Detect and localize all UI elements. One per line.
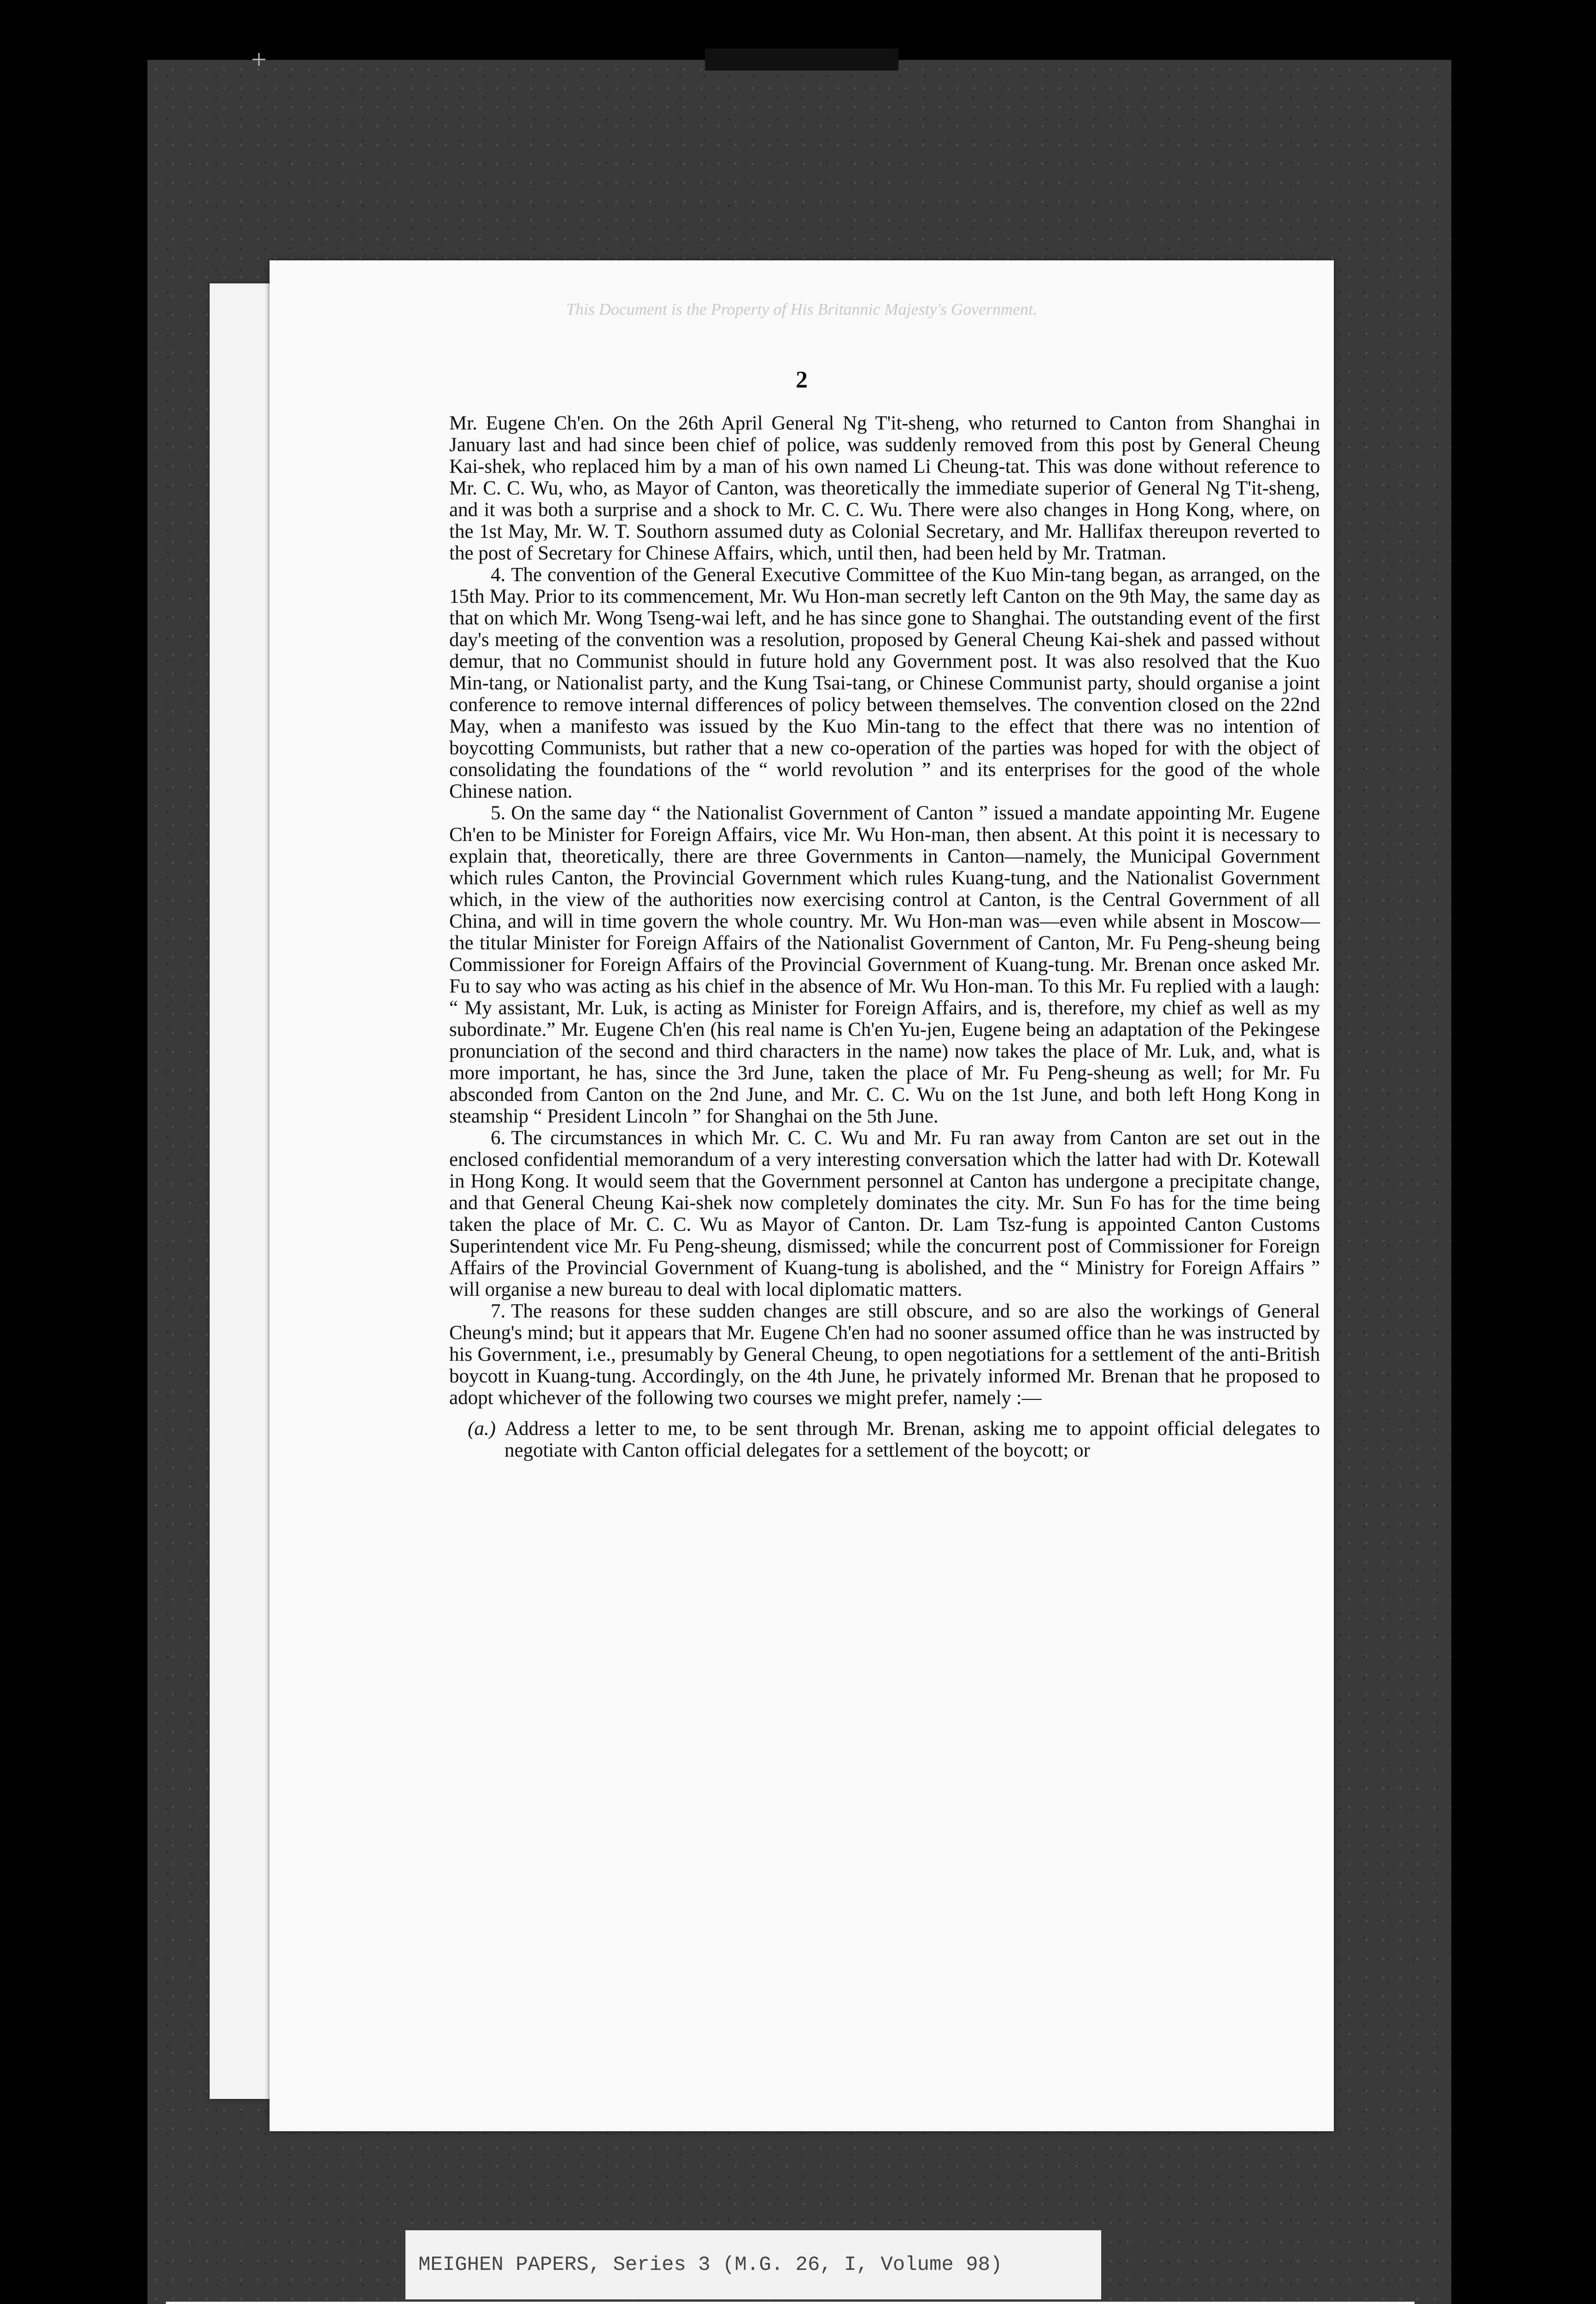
paragraph-number: 6.	[491, 1127, 506, 1149]
paragraph-number: 5.	[491, 802, 506, 824]
paragraph-5	[449, 802, 1320, 1127]
board-clip	[705, 48, 898, 71]
paragraph-text: The convention of the General Executive Committee of the Kuo Min-tang began, as arranged, on the 15th May. Prior to its commencement, Mr. Wu Hon-man secretly left Canton on the 9th May, the same day as that on which Mr. Wong Tseng-wai left, and he has since gone to Shanghai. The outstanding event of the first day's meeting of the convention was a resolution, proposed by General Cheung Kai-shek and passed without demur, that no Communist should in future hold any Government post. It was also resolved that the Kuo Min-tang, or Nationalist party, and the Kung Tsai-tang, or Chinese Communist party, should organise a joint conference to remove internal differences of policy between themselves. The convention closed on the 22nd May, when a manifesto was issued by the Kuo Min-tang to the effect that there was no intention of boycotting Communists, but rather that a new co-operation of the parties was hoped for with the object of consolidating the foundations of the “ world revolution ” and its enterprises for the good of the whole Chinese nation.	[449, 564, 1320, 802]
page-number: 2	[796, 367, 808, 393]
paragraph-4	[449, 564, 1320, 802]
paragraph-text: On the same day “ the Nationalist Government of Canton ” issued a mandate appointing Mr. Eugene Ch'en to be Minister for Foreign Affairs, vice Mr. Wu Hon-man, then absent. At this point it is necessary to explain that, theoretically, there are three Governments in Canton—namely, the Municipal Government which rules Canton, the Provincial Government which rules Kuang-tung, and the Nationalist Government which, in the view of the authorities now exercising control at Canton, is the Central Government of all China, and will in time govern the whole country. Mr. Wu Hon-man was—even while absent in Moscow—the titular Minister for Foreign Affairs of the Nationalist Government of Canton, Mr. Fu Peng-sheung being Commissioner for Foreign Affairs of the Provincial Government of Kuang-tung. Mr. Brenan once asked Mr. Fu to say who was acting as his chief in the absence of Mr. Wu Hon-man. To this Mr. Fu replied with a laugh: “ My assistant, Mr. Luk, is acting as Minister for Foreign Affairs, and is, therefore, my chief as well as my subordinate.” Mr. Eugene Ch'en (his real name is Ch'en Yu-jen, Eugene being an adaptation of the Pekingese pronunciation of the second and third characters in the name) now takes the place of Mr. Luk, and, what is more important, he has, since the 3rd June, taken the place of Mr. Fu Peng-sheung as well; for Mr. Fu absconded from Canton on the 2nd June, and Mr. C. C. Wu on the 1st June, and both left Hong Kong in steamship “ President Lincoln ” for Shanghai on the 5th June.	[449, 802, 1320, 1127]
meighen-papers-label: MEIGHEN PAPERS, Series 3 (M.G. 26, I, Volume 98)	[405, 2230, 1101, 2299]
intro-paragraph: Mr. Eugene Ch'en. On the 26th April General Ng T'it-sheng, who returned to Canton from Shanghai in January last and had since been chief of police, was suddenly removed from this post by General Cheung Kai-shek, who replaced him by a man of his own named Li Cheung-tat. This was done without reference to Mr. C. C. Wu, who, as Mayor of Canton, was theoretically the immediate superior of General Ng T'it-sheng, and it was both a surprise and a shock to Mr. C. C. Wu. There were also changes in Hong Kong, where, on the 1st May, Mr. W. T. Southorn assumed duty as Colonial Secretary, and Mr. Hallifax thereupon reverted to the post of Secretary for Chinese Affairs, which, until then, had been held by Mr. Tratman.	[449, 412, 1320, 564]
paragraph-text: The reasons for these sudden changes are still obscure, and so are also the workings of General Cheung's mind; but it appears that Mr. Eugene Ch'en had no sooner assumed office than he was instructed by his Government, i.e., presumably by General Cheung, to open negotiations for a settlement of the anti-British boycott in Kuang-tung. Accordingly, on the 4th June, he privately informed Mr. Brenan that he proposed to adopt whichever of the following two courses we might prefer, namely :—	[449, 1300, 1320, 1409]
page-header-faint: This Document is the Property of His Britannic Majesty's Government.	[566, 300, 1038, 318]
paragraph-number: 7.	[491, 1300, 506, 1322]
body-text	[449, 412, 1320, 1461]
sub-item-a	[449, 1418, 1320, 1461]
paragraph-text: The circumstances in which Mr. C. C. Wu and Mr. Fu ran away from Canton are set out in the enclosed confidential memorandum of a very interesting conversation which the latter had with Dr. Kotewall in Hong Kong. It would seem that the Government personnel at Canton has undergone a precipitate change, and that General Cheung Kai-shek now completely dominates the city. Mr. Sun Fo has for the time being taken the place of Mr. C. C. Wu as Mayor of Canton. Dr. Lam Tsz-fung is appointed Canton Customs Superintendent vice Mr. Fu Peng-sheung, dismissed; while the concurrent post of Commissioner for Foreign Affairs of the Provincial Government of Kuang-tung is abolished, and the “ Ministry for Foreign Affairs ” will organise a new bureau to deal with local diplomatic matters.	[449, 1127, 1320, 1300]
archive-stamp-label	[166, 2302, 1414, 2304]
paragraph-6	[449, 1127, 1320, 1300]
sub-item-text: Address a letter to me, to be sent through Mr. Brenan, asking me to appoint official delegates to negotiate with Canton official delegates for a settlement of the boycott; or	[505, 1418, 1320, 1461]
scan-corner-mark: +	[251, 44, 267, 75]
paragraph-number: 4.	[491, 564, 506, 586]
document-page	[270, 260, 1334, 2131]
sub-item-label: (a.)	[468, 1418, 496, 1440]
paragraph-7	[449, 1300, 1320, 1409]
